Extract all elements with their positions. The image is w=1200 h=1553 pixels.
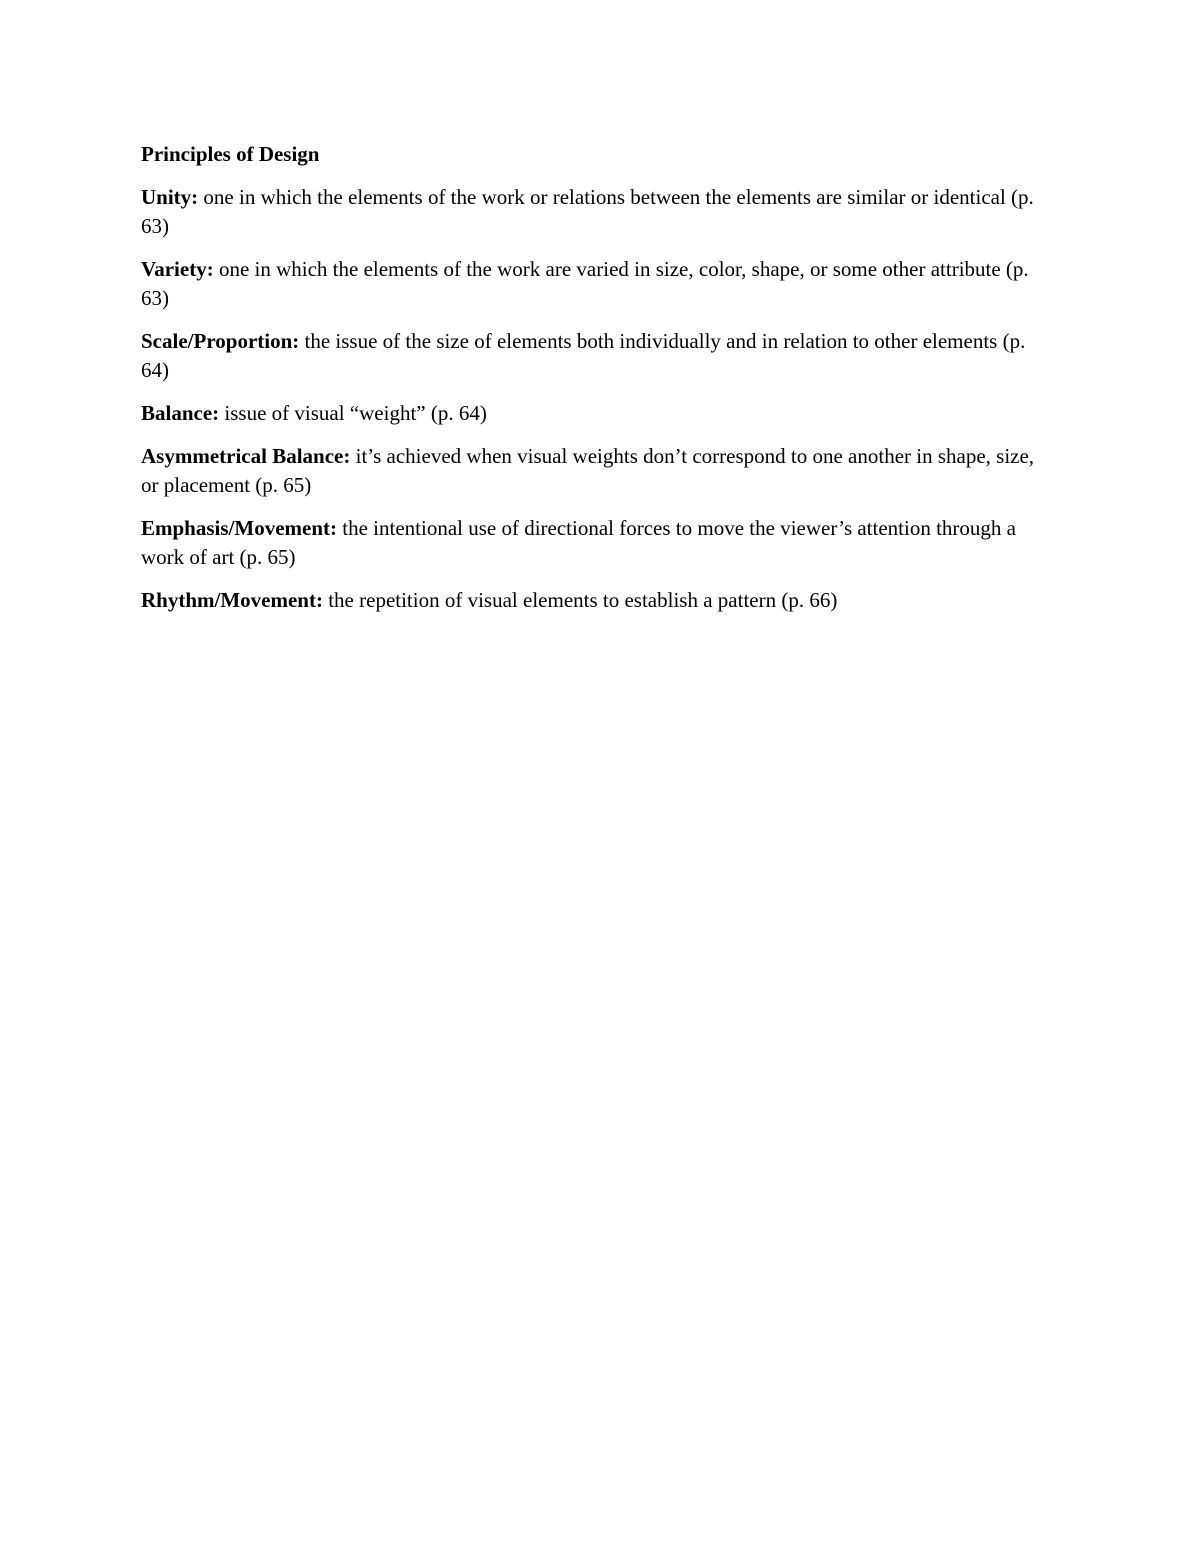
entry-term: Scale/Proportion:: [141, 329, 300, 353]
document-title: Principles of Design: [141, 142, 320, 166]
entry-asymmetrical-balance: [141, 442, 1041, 500]
entry-emphasis-movement: [141, 514, 1041, 572]
document-body: [141, 139, 1041, 629]
entry-balance: [141, 399, 1041, 428]
entry-definition: the repetition of visual elements to establish a pattern (p. 66): [328, 588, 838, 612]
entry-variety: [141, 255, 1041, 313]
entry-unity: [141, 183, 1041, 241]
entry-term: Rhythm/Movement:: [141, 588, 323, 612]
entry-definition: the intentional use of directional forces to move the viewer’s attention through a work of art (p. 65): [141, 516, 1016, 569]
entry-definition: issue of visual “weight” (p. 64): [224, 401, 487, 425]
entry-definition: the issue of the size of elements both individually and in relation to other elements (p. 64): [141, 329, 1026, 382]
entry-term: Variety:: [141, 257, 214, 281]
entry-rhythm-movement: [141, 586, 1041, 615]
entry-term: Asymmetrical Balance:: [141, 444, 351, 468]
entry-term: Balance:: [141, 401, 220, 425]
entry-definition: one in which the elements of the work are varied in size, color, shape, or some other attribute (p. 63): [141, 257, 1029, 310]
entry-scale-proportion: [141, 327, 1041, 385]
entry-term: Emphasis/Movement:: [141, 516, 337, 540]
entry-term: Unity:: [141, 185, 199, 209]
entry-definition: one in which the elements of the work or relations between the elements are similar or identical (p. 63): [141, 185, 1034, 238]
entry-definition: it’s achieved when visual weights don’t correspond to one another in shape, size, or placement (p. 65): [141, 444, 1035, 497]
